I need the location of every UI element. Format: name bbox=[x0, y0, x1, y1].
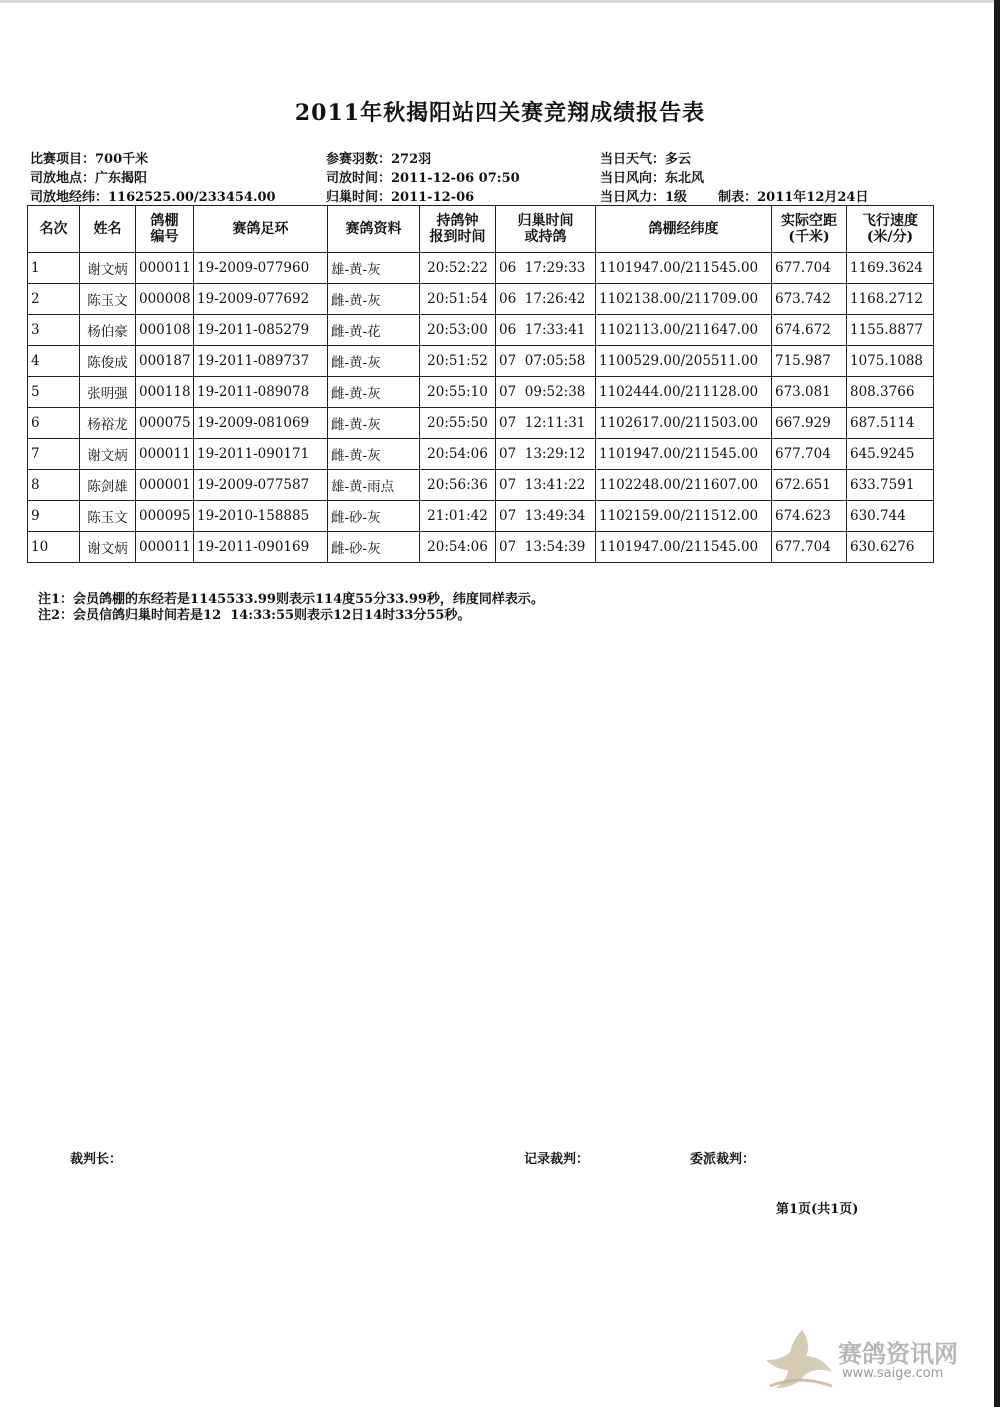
cell-loft: 000095 bbox=[136, 501, 194, 532]
cell-coords: 1102444.00/211128.00 bbox=[596, 377, 772, 408]
cell-distance: 677.704 bbox=[772, 532, 847, 563]
table-row bbox=[28, 408, 934, 439]
notes bbox=[38, 592, 544, 624]
cell-rank: 8 bbox=[28, 470, 80, 501]
header-coords: 鸽棚经纬度 bbox=[596, 206, 772, 253]
header-rank: 名次 bbox=[28, 206, 80, 253]
meta-wind-row bbox=[600, 186, 868, 205]
cell-coords: 1100529.00/205511.00 bbox=[596, 346, 772, 377]
cell-arrival: 07 09:52:38 bbox=[496, 377, 596, 408]
cell-coords: 1101947.00/211545.00 bbox=[596, 253, 772, 284]
cell-rank: 1 bbox=[28, 253, 80, 284]
cell-name: 谢文炳 bbox=[80, 439, 136, 470]
meta-made-date: 制表：2011年12月24日 bbox=[718, 190, 869, 205]
cell-loft: 000075 bbox=[136, 408, 194, 439]
cell-ring: 19-2009-077587 bbox=[194, 470, 328, 501]
cell-distance: 674.672 bbox=[772, 315, 847, 346]
cell-arrival: 07 13:29:12 bbox=[496, 439, 596, 470]
cell-coords: 1102617.00/211503.00 bbox=[596, 408, 772, 439]
header-distance: 实际空距 (千米) bbox=[772, 206, 847, 253]
cell-name: 谢文炳 bbox=[80, 253, 136, 284]
cell-coords: 1102113.00/211647.00 bbox=[596, 315, 772, 346]
cell-distance: 674.623 bbox=[772, 501, 847, 532]
cell-ring: 19-2009-077960 bbox=[194, 253, 328, 284]
cell-name: 杨裕龙 bbox=[80, 408, 136, 439]
signature-recording-judge: 记录裁判： bbox=[524, 1152, 590, 1167]
cell-distance: 667.929 bbox=[772, 408, 847, 439]
cell-loft: 000001 bbox=[136, 470, 194, 501]
cell-name: 陈俊成 bbox=[80, 346, 136, 377]
cell-arrival: 07 07:05:58 bbox=[496, 346, 596, 377]
cell-distance: 677.704 bbox=[772, 253, 847, 284]
meta-release-coords: 司放地经纬：1162525.00/233454.00 bbox=[30, 190, 276, 205]
cell-clock: 20:51:52 bbox=[420, 346, 496, 377]
cell-info: 雄-黄-雨点 bbox=[328, 470, 420, 501]
cell-info: 雌-黄-灰 bbox=[328, 346, 420, 377]
cell-coords: 1101947.00/211545.00 bbox=[596, 439, 772, 470]
cell-clock: 20:54:06 bbox=[420, 532, 496, 563]
cell-info: 雌-黄-灰 bbox=[328, 408, 420, 439]
cell-info: 雌-黄-灰 bbox=[328, 377, 420, 408]
cell-speed: 1169.3624 bbox=[847, 253, 934, 284]
cell-distance: 672.651 bbox=[772, 470, 847, 501]
pigeon-logo-icon bbox=[760, 1326, 840, 1396]
scan-edge-right bbox=[994, 0, 1000, 1407]
header-info: 赛鸽资料 bbox=[328, 206, 420, 253]
cell-arrival: 07 12:11:31 bbox=[496, 408, 596, 439]
cell-arrival: 07 13:54:39 bbox=[496, 532, 596, 563]
watermark-name: 赛鸽资讯网 bbox=[838, 1340, 958, 1368]
cell-loft: 000011 bbox=[136, 532, 194, 563]
table-row bbox=[28, 532, 934, 563]
cell-arrival: 07 13:41:22 bbox=[496, 470, 596, 501]
header-clock: 持鸽钟 报到时间 bbox=[420, 206, 496, 253]
cell-speed: 1155.8877 bbox=[847, 315, 934, 346]
page-number: 第1页(共1页) bbox=[776, 1202, 859, 1217]
cell-coords: 1102159.00/211512.00 bbox=[596, 501, 772, 532]
cell-distance: 715.987 bbox=[772, 346, 847, 377]
meta-wind-direction: 当日风向：东北风 bbox=[600, 171, 705, 186]
cell-info: 雌-黄-灰 bbox=[328, 439, 420, 470]
header-speed: 飞行速度 (米/分) bbox=[847, 206, 934, 253]
signature-assigned-judge: 委派裁判： bbox=[690, 1152, 756, 1167]
cell-rank: 7 bbox=[28, 439, 80, 470]
cell-clock: 20:51:54 bbox=[420, 284, 496, 315]
cell-arrival: 06 17:26:42 bbox=[496, 284, 596, 315]
table-row bbox=[28, 470, 934, 501]
cell-clock: 20:53:00 bbox=[420, 315, 496, 346]
cell-speed: 630.744 bbox=[847, 501, 934, 532]
watermark-url: www.saige.com bbox=[842, 1366, 944, 1381]
cell-loft: 000008 bbox=[136, 284, 194, 315]
cell-rank: 9 bbox=[28, 501, 80, 532]
meta-wind-force: 当日风力：1级 bbox=[600, 190, 688, 205]
header-loft-no: 鸽棚 编号 bbox=[136, 206, 194, 253]
cell-speed: 630.6276 bbox=[847, 532, 934, 563]
signature-chief-judge: 裁判长： bbox=[70, 1152, 123, 1167]
table-row bbox=[28, 501, 934, 532]
cell-info: 雌-黄-灰 bbox=[328, 284, 420, 315]
cell-loft: 000118 bbox=[136, 377, 194, 408]
cell-loft: 000011 bbox=[136, 253, 194, 284]
table-row bbox=[28, 439, 934, 470]
meta-release-site: 司放地点：广东揭阳 bbox=[30, 171, 148, 186]
cell-arrival: 06 17:33:41 bbox=[496, 315, 596, 346]
cell-loft: 000011 bbox=[136, 439, 194, 470]
cell-arrival: 06 17:29:33 bbox=[496, 253, 596, 284]
meta-entries: 参赛羽数：272羽 bbox=[326, 152, 432, 167]
meta-event: 比赛项目：700千米 bbox=[30, 152, 149, 167]
cell-speed: 633.7591 bbox=[847, 470, 934, 501]
note-2: 注2：会员信鸽归巢时间若是12 14:33:55则表示12日14时33分55秒。 bbox=[38, 608, 471, 623]
cell-rank: 4 bbox=[28, 346, 80, 377]
meta-col-left bbox=[30, 148, 276, 205]
cell-info: 雌-黄-花 bbox=[328, 315, 420, 346]
cell-info: 雄-黄-灰 bbox=[328, 253, 420, 284]
table-row bbox=[28, 253, 934, 284]
cell-rank: 3 bbox=[28, 315, 80, 346]
cell-speed: 645.9245 bbox=[847, 439, 934, 470]
cell-ring: 19-2011-090169 bbox=[194, 532, 328, 563]
cell-ring: 19-2011-089737 bbox=[194, 346, 328, 377]
cell-rank: 6 bbox=[28, 408, 80, 439]
report-title: 2011年秋揭阳站四关赛竞翔成绩报告表 bbox=[294, 100, 706, 126]
cell-speed: 1075.1088 bbox=[847, 346, 934, 377]
site-watermark bbox=[760, 1326, 970, 1396]
header-ring: 赛鸽足环 bbox=[194, 206, 328, 253]
meta-release-time: 司放时间：2011-12-06 07:50 bbox=[326, 171, 520, 186]
meta-weather: 当日天气：多云 bbox=[600, 152, 692, 167]
note-1: 注1：会员鸽棚的东经若是1145533.99则表示114度55分33.99秒，纬度同样表示。 bbox=[38, 592, 544, 607]
table-row bbox=[28, 315, 934, 346]
cell-rank: 2 bbox=[28, 284, 80, 315]
header-return: 归巢时间 或持鸽 bbox=[496, 206, 596, 253]
cell-coords: 1101947.00/211545.00 bbox=[596, 532, 772, 563]
cell-name: 谢文炳 bbox=[80, 532, 136, 563]
cell-distance: 673.742 bbox=[772, 284, 847, 315]
meta-return-time: 归巢时间：2011-12-06 bbox=[326, 190, 475, 205]
cell-ring: 19-2011-090171 bbox=[194, 439, 328, 470]
cell-info: 雌-砂-灰 bbox=[328, 501, 420, 532]
cell-rank: 5 bbox=[28, 377, 80, 408]
cell-clock: 21:01:42 bbox=[420, 501, 496, 532]
table-row bbox=[28, 346, 934, 377]
cell-speed: 687.5114 bbox=[847, 408, 934, 439]
cell-clock: 20:55:50 bbox=[420, 408, 496, 439]
cell-ring: 19-2010-158885 bbox=[194, 501, 328, 532]
cell-coords: 1102248.00/211607.00 bbox=[596, 470, 772, 501]
results-table bbox=[27, 205, 934, 563]
table-row bbox=[28, 377, 934, 408]
cell-arrival: 07 13:49:34 bbox=[496, 501, 596, 532]
cell-ring: 19-2011-089078 bbox=[194, 377, 328, 408]
cell-name: 张明强 bbox=[80, 377, 136, 408]
cell-name: 陈剑雄 bbox=[80, 470, 136, 501]
cell-clock: 20:54:06 bbox=[420, 439, 496, 470]
table-header-row bbox=[28, 206, 934, 253]
cell-clock: 20:55:10 bbox=[420, 377, 496, 408]
meta-col-right bbox=[600, 148, 868, 205]
cell-ring: 19-2009-081069 bbox=[194, 408, 328, 439]
cell-loft: 000187 bbox=[136, 346, 194, 377]
cell-info: 雌-砂-灰 bbox=[328, 532, 420, 563]
cell-ring: 19-2009-077692 bbox=[194, 284, 328, 315]
meta-col-middle bbox=[326, 148, 520, 205]
table-row bbox=[28, 284, 934, 315]
cell-clock: 20:52:22 bbox=[420, 253, 496, 284]
cell-loft: 000108 bbox=[136, 315, 194, 346]
cell-distance: 677.704 bbox=[772, 439, 847, 470]
cell-coords: 1102138.00/211709.00 bbox=[596, 284, 772, 315]
cell-speed: 1168.2712 bbox=[847, 284, 934, 315]
cell-ring: 19-2011-085279 bbox=[194, 315, 328, 346]
cell-name: 陈玉文 bbox=[80, 501, 136, 532]
cell-clock: 20:56:36 bbox=[420, 470, 496, 501]
cell-name: 杨伯豪 bbox=[80, 315, 136, 346]
header-name: 姓名 bbox=[80, 206, 136, 253]
scan-edge-top bbox=[0, 0, 1000, 3]
cell-name: 陈玉文 bbox=[80, 284, 136, 315]
cell-rank: 10 bbox=[28, 532, 80, 563]
cell-distance: 673.081 bbox=[772, 377, 847, 408]
cell-speed: 808.3766 bbox=[847, 377, 934, 408]
